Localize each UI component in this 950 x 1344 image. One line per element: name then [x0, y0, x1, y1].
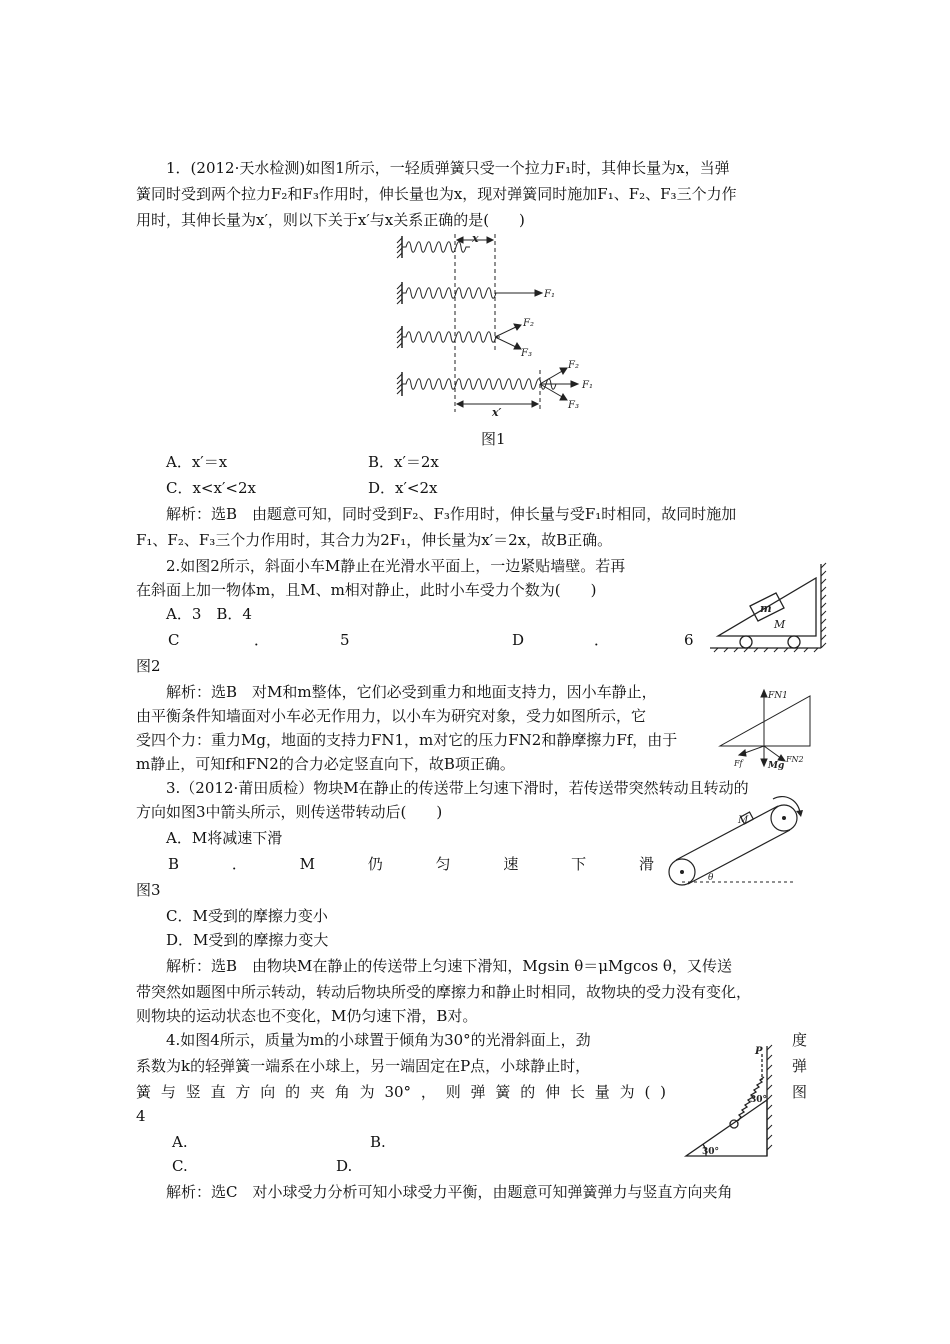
- q3-option-b-char: 滑: [638, 855, 654, 873]
- figure-2-caption: 图2: [136, 657, 161, 675]
- q4-line3-char: ，: [420, 1083, 436, 1101]
- q4-line3-char: 与: [160, 1083, 176, 1101]
- q4-option-b: B.: [370, 1133, 386, 1151]
- q4-line3-char: (: [644, 1083, 651, 1101]
- fig1-f3-label: F₃: [521, 348, 532, 359]
- q1-option-c: C．x<x′<2x: [166, 479, 256, 497]
- q2-analysis-line4: m静止，可知f和FN2的合力必定竖直向下，故B项正确。: [136, 755, 515, 773]
- q2-option-c-letter: C: [168, 631, 180, 649]
- figure-3-caption: 图3: [136, 881, 161, 899]
- q4-line3-char: 伸: [545, 1083, 561, 1101]
- fig1-f2-label: F₂: [523, 318, 534, 329]
- q4-line3-char: 长: [569, 1083, 585, 1101]
- fig1-f2b-label: F₂: [568, 360, 579, 371]
- q4-stem-line1-tail: 度: [792, 1031, 808, 1049]
- q4-line3-char: ): [660, 1083, 666, 1101]
- q4-line3-char: 的: [520, 1083, 536, 1101]
- q4-line3-char: 则: [445, 1083, 461, 1101]
- q1-analysis-line2: F₁、F₂、F₃三个力作用时，其合力为2F₁，伸长量为x′＝2x，故B正确。: [136, 531, 613, 549]
- figure-1-springs: [380, 230, 610, 420]
- q3-analysis-line1: 解析：选B 由物块M在静止的传送带上匀速下滑知，Mgsin θ＝μMgcos θ，又传送: [166, 957, 732, 975]
- figure-2-incline-cart: [708, 560, 828, 655]
- q4-line3-char: 夹: [309, 1083, 325, 1101]
- q1-stem-line1: 1．(2012·天水检测)如图1所示，一轻质弹簧只受一个拉力F₁时，其伸长量为x，当弹: [166, 159, 730, 177]
- q1-option-d: D．x′<2x: [368, 479, 438, 497]
- q4-stem-line1: 4.如图4所示，质量为m的小球置于倾角为30°的光滑斜面上，劲: [166, 1031, 591, 1049]
- q2-analysis-line3: 受四个力：重力Mg，地面的支持力FN1，m对它的压力FN2和静摩擦力Ff，由于: [136, 731, 678, 749]
- q4-line3-char: 竖: [185, 1083, 201, 1101]
- q4-line3-char: 为: [619, 1083, 635, 1101]
- q3-option-b-char: ．: [231, 855, 247, 873]
- q4-line3-char: 簧: [136, 1083, 152, 1101]
- q4-line3-char: 为: [359, 1083, 375, 1101]
- q4-stem-line2: 系数为k的轻弹簧一端系在小球上，另一端固定在P点，小球静止时，: [136, 1057, 591, 1075]
- fig2-M-label: M: [774, 618, 786, 631]
- fig4-angle-top-label: 30°: [750, 1095, 768, 1105]
- q2-analysis-line1: 解析：选B 对M和m整体，它们必受到重力和地面支持力，因小车静止，: [166, 683, 657, 701]
- q1-analysis-line1: 解析：选B 由题意可知，同时受到F₂、F₃作用时，伸长量与受F₁时相同，故同时施加: [166, 505, 737, 523]
- fig2-ff-label: Ff: [734, 759, 743, 768]
- q4-line3-char: 方: [235, 1083, 251, 1101]
- q3-stem-line2: 方向如图3中箭头所示，则传送带转动后( ): [136, 803, 443, 821]
- q2-option-c-dot: ．: [254, 631, 270, 649]
- q2-stem-line1: 2.如图2所示，斜面小车M静止在光滑水平面上，一边紧贴墙壁。若再: [166, 557, 626, 575]
- fig1-xp-label: x′: [492, 406, 502, 419]
- q3-option-b-char: M: [299, 855, 315, 873]
- q3-option-b: [168, 854, 654, 874]
- q4-line3-char: 簧: [495, 1083, 511, 1101]
- q3-option-b-char: 下: [571, 855, 587, 873]
- q2-option-d-letter: D: [512, 631, 525, 649]
- fig2-fn1-label: FN1: [768, 691, 788, 701]
- q3-option-b-char: 匀: [435, 855, 451, 873]
- q2-analysis-line2: 由平衡条件知墙面对小车必无作用力，以小车为研究对象，受力如图所示，它: [136, 707, 647, 725]
- q3-analysis-line2: 带突然如题图中所示转动，转动后物块所受的摩擦力和静止时相同，故物块的受力没有变化，: [136, 983, 752, 1001]
- fig1-f3b-label: F₃: [568, 400, 579, 411]
- fig4-p-label: P: [755, 1046, 763, 1057]
- q3-option-b-char: 仍: [367, 855, 383, 873]
- q4-analysis-line1: 解析：选C 对小球受力分析可知小球受力平衡，由题意可知弹簧弹力与竖直方向夹角: [166, 1183, 733, 1201]
- q4-line3-char: 弹: [470, 1083, 486, 1101]
- q4-option-a: A.: [172, 1133, 188, 1151]
- q4-line3-char: 向: [260, 1083, 276, 1101]
- q3-option-b-char: B: [168, 855, 180, 873]
- q4-line3-char: 直: [210, 1083, 226, 1101]
- q4-stem-line4: 4: [136, 1107, 146, 1125]
- q4-stem-line2-tail: 弹: [792, 1057, 808, 1075]
- q4-line3-char: 的: [285, 1083, 301, 1101]
- figure-2-force-diagram: [712, 686, 822, 772]
- fig2-mg-label: Mg: [768, 761, 785, 771]
- q3-option-c: C．M受到的摩擦力变小: [166, 907, 328, 925]
- q2-option-c-value: 5: [340, 631, 350, 649]
- fig1-f1-label: F₁: [544, 289, 555, 300]
- q1-stem-line3: 用时，其伸长量为x′，则以下关于x′与x关系正确的是( ): [136, 211, 525, 229]
- fig1-f1b-label: F₁: [582, 380, 593, 391]
- fig2-m-label: m: [760, 602, 772, 615]
- fig3-theta-label: θ: [708, 873, 714, 883]
- q2-stem-line2: 在斜面上加一物体m，且M、m相对静止，此时小车受力个数为( ): [136, 581, 597, 599]
- q4-line3-char: 30°: [384, 1083, 412, 1101]
- q3-stem-line1: 3.（2012·莆田质检）物块M在静止的传送带上匀速下滑时，若传送带突然转动且转动的: [166, 779, 749, 797]
- figure-3-conveyor: [664, 796, 804, 892]
- fig2-fn2-label: FN2: [786, 755, 804, 764]
- q3-option-a: A．M将减速下滑: [166, 829, 283, 847]
- q1-option-b: B．x′＝2x: [368, 453, 439, 471]
- q2-option-ab: A．3 B．4: [166, 605, 252, 623]
- q4-option-c: C.: [172, 1157, 188, 1175]
- q2-option-d-value: 6: [684, 631, 694, 649]
- q1-stem-line2: 簧同时受到两个拉力F₂和F₃作用时，伸长量也为x，现对弹簧同时施加F₁、F₂、F₃三个力作: [136, 185, 737, 203]
- fig1-x-label: x: [472, 232, 479, 245]
- figure-4-spring-incline: [682, 1040, 782, 1160]
- q1-option-a: A．x′＝x: [166, 453, 228, 471]
- q3-option-d: D．M受到的摩擦力变大: [166, 931, 329, 949]
- fig3-M-label: M: [738, 815, 749, 826]
- q4-line3-char: 角: [334, 1083, 350, 1101]
- q4-option-d: D.: [336, 1157, 353, 1175]
- fig4-angle-bottom-label: 30°: [702, 1147, 720, 1157]
- q3-analysis-line3: 则物块的运动状态也不变化，M仍匀速下滑，B对。: [136, 1007, 478, 1025]
- q2-option-d-dot: ．: [594, 631, 610, 649]
- q4-stem-line3-tail: 图: [792, 1083, 808, 1101]
- q4-stem-line3: [136, 1082, 666, 1102]
- figure-1-caption: 图1: [481, 430, 506, 448]
- q4-line3-char: 量: [594, 1083, 610, 1101]
- q3-option-b-char: 速: [503, 855, 519, 873]
